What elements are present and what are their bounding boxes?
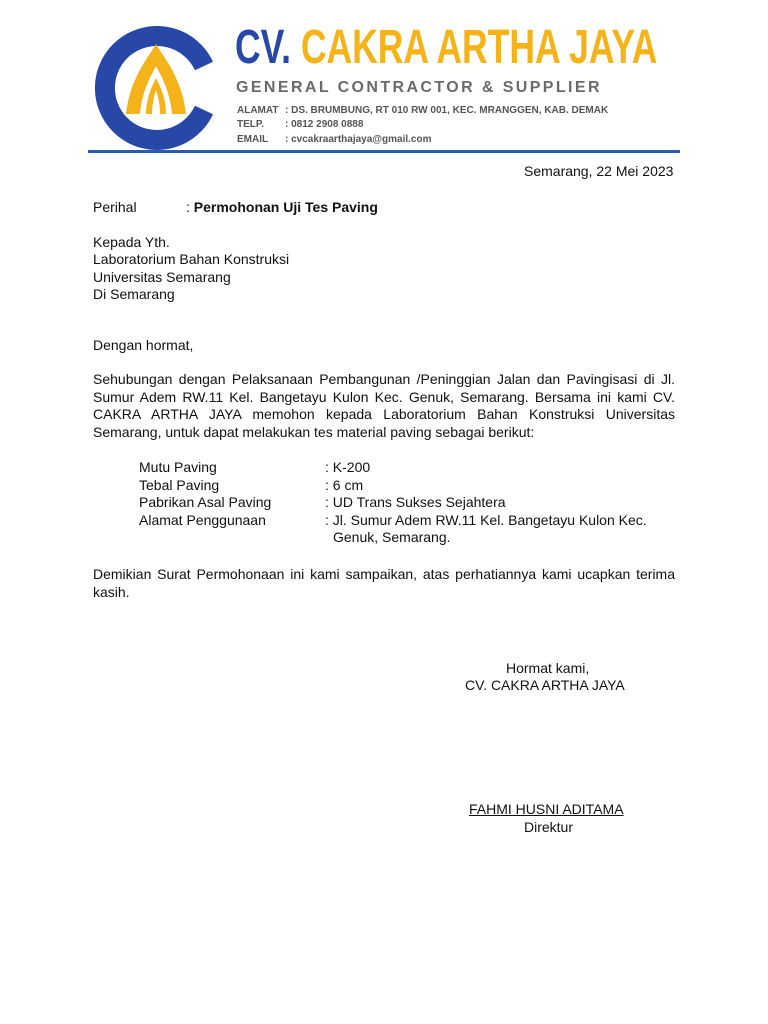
flame-logo-icon	[92, 26, 220, 150]
contact-phone	[237, 119, 363, 130]
detail-value: : K-200	[325, 459, 371, 475]
letterhead-divider	[88, 150, 680, 153]
closing-paragraph: Demikian Surat Permohonaan ini kami sampaikan, atas perhatiannya kami ucapkan terima kasih.	[93, 566, 675, 600]
company-name-prefix: CV.	[235, 21, 291, 74]
detail-value: : 6 cm	[325, 477, 364, 493]
detail-label: Mutu Paving	[139, 459, 217, 475]
subject-value: Permohonan Uji Tes Paving	[193, 199, 378, 215]
recipient-line: Kepada Yth.	[93, 234, 170, 250]
detail-value-continued: Genuk, Semarang.	[333, 529, 451, 545]
address-label: ALAMAT	[237, 105, 279, 116]
recipient-line: Universitas Semarang	[93, 269, 231, 285]
subject-colon: :	[186, 199, 190, 215]
company-name	[235, 20, 657, 76]
address-value: : DS. BRUMBUNG, RT 010 RW 001, KEC. MRANGGEN, KAB. DEMAK	[285, 105, 609, 116]
detail-label: Alamat Penggunaan	[139, 512, 266, 528]
company-name-main: CAKRA ARTHA JAYA	[300, 21, 658, 74]
subject-label: Perihal	[93, 199, 137, 215]
letterhead	[0, 0, 768, 160]
body-paragraph: Sehubungan dengan Pelaksanaan Pembangunan /Peninggian Jalan dan Pavingisasi di Jl. Sumur Adem RW.11 Kel. Bangetayu Kulon Kec. Genuk, Semarang. Bersama ini kami CV. CAKRA ARTHA JAYA memohon kepada Laboratorium Bahan Konstruksi Universitas Semarang, untuk dapat melakukan tes material paving sebagai berikut:	[93, 371, 675, 440]
letter-date: Semarang, 22 Mei 2023	[524, 163, 674, 179]
signer-name: FAHMI HUSNI ADITAMA	[469, 801, 624, 817]
email-value: : cvcakraarthajaya@gmail.com	[285, 134, 432, 145]
greeting: Dengan hormat,	[93, 337, 194, 353]
signoff: Hormat kami,	[506, 660, 590, 676]
email-label: EMAIL	[237, 134, 269, 145]
company-tagline: GENERAL CONTRACTOR & SUPPLIER	[236, 79, 602, 96]
detail-value: : UD Trans Sukses Sejahtera	[325, 494, 506, 510]
detail-label: Pabrikan Asal Paving	[139, 494, 272, 510]
signoff-company: CV. CAKRA ARTHA JAYA	[465, 677, 625, 693]
contact-address	[237, 105, 608, 116]
subject-line	[186, 199, 378, 216]
phone-label: TELP.	[237, 119, 265, 130]
contact-email	[237, 134, 432, 145]
recipient-line: Laboratorium Bahan Konstruksi	[93, 251, 290, 267]
signer-title: Direktur	[524, 819, 574, 835]
recipient-line: Di Semarang	[93, 286, 175, 302]
detail-label: Tebal Paving	[139, 477, 220, 493]
detail-value: : Jl. Sumur Adem RW.11 Kel. Bangetayu Kulon Kec.	[325, 512, 647, 528]
phone-value: : 0812 2908 0888	[285, 119, 364, 130]
